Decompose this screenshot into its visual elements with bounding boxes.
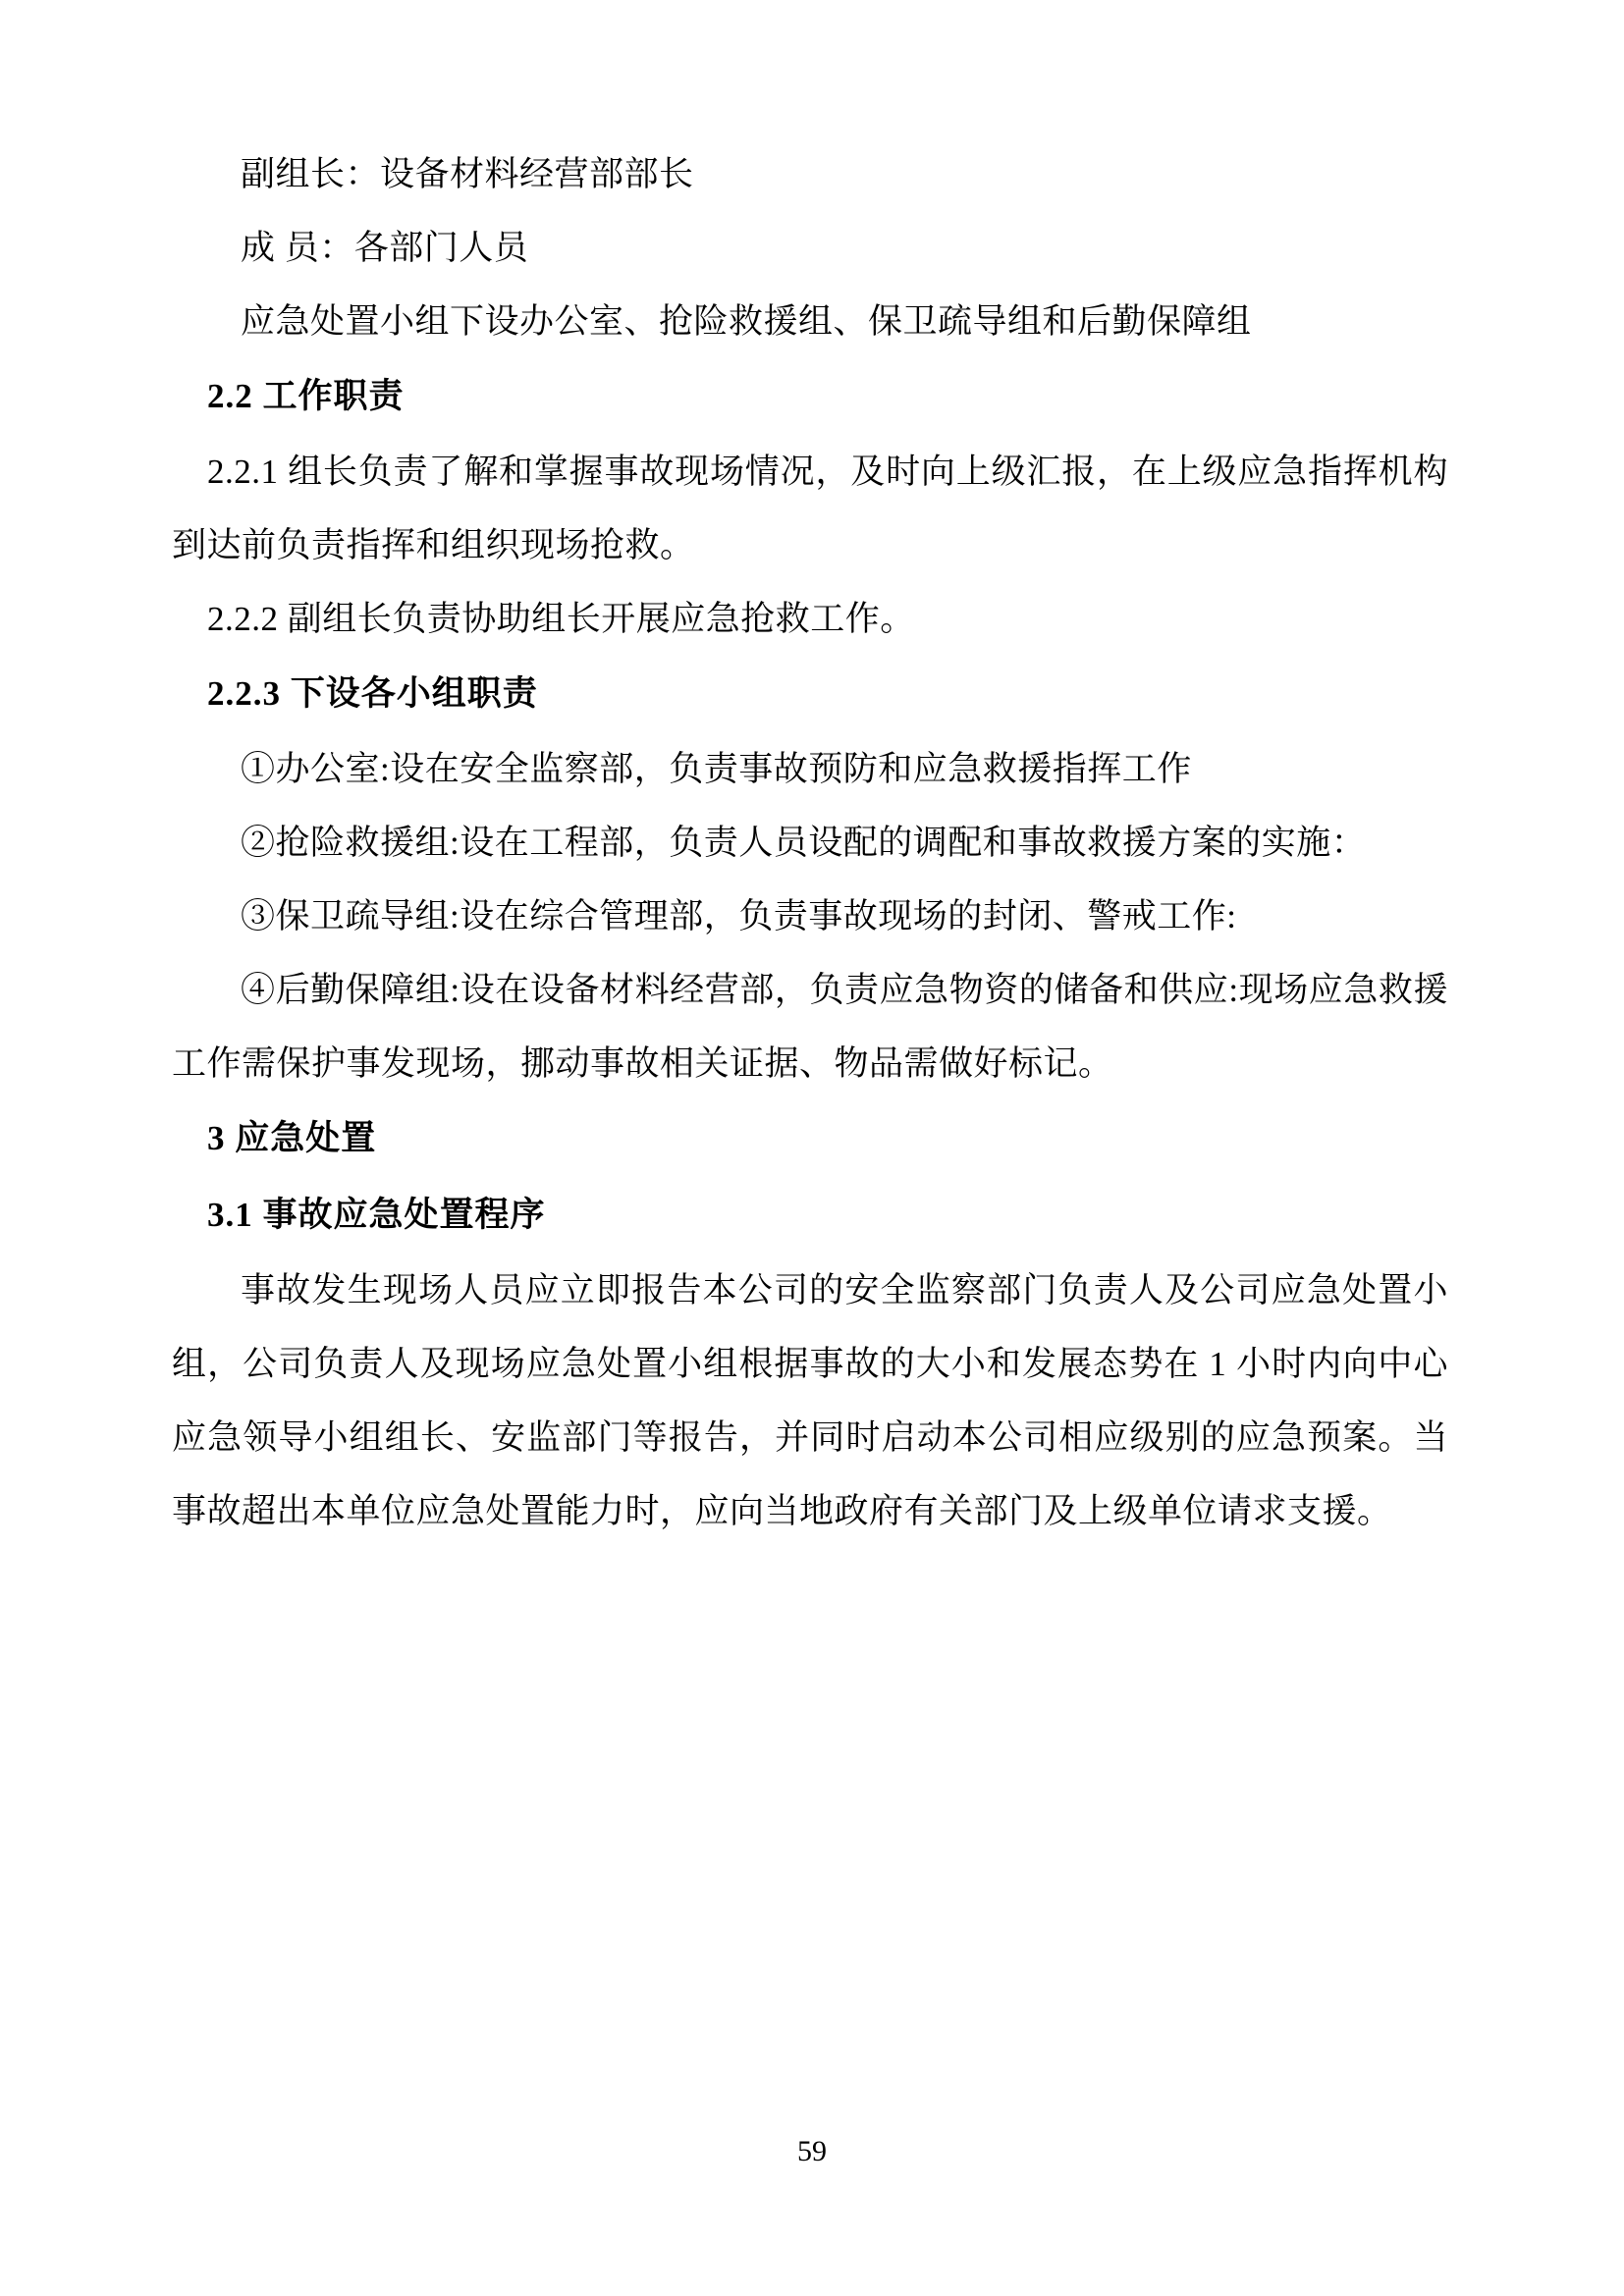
page-number: 59 [797, 2135, 827, 2167]
heading-3-1-response-procedure: 3.1 事故应急处置程序 [207, 1196, 546, 1234]
paragraph-office-duty: ①办公室:设在安全监察部，负责事故预防和应急救援指挥工作 [241, 750, 1192, 788]
paragraph-response-procedure-body: 事故发生现场人员应立即报告本公司的安全监察部门负责人及公司应急处置小组，公司负责人及现场应急处置小组根据事故的大小和发展态势在 1 小时内向中心应急领导小组组长、安监部门等报告，并同时启动本公司相应级别的应急预案。当事故超出本单位应急处置能力时，应向当地政府有关部门及上级单位请求支援。 [172, 1271, 1448, 1530]
paragraph-subgroups: 应急处置小组下设办公室、抢险救援组、保卫疏导组和后勤保障组 [241, 302, 1252, 341]
heading-2-2-3-subgroup-duties: 2.2.3 下设各小组职责 [207, 674, 538, 713]
paragraph-2-2-2: 2.2.2 副组长负责协助组长开展应急抢救工作。 [207, 600, 915, 638]
heading-2-2-work-duties: 2.2 工作职责 [207, 377, 405, 415]
paragraph-members: 成 员：各部门人员 [241, 229, 529, 267]
paragraph-logistics-group-duty: ④后勤保障组:设在设备材料经营部，负责应急物资的储备和供应:现场应急救援工作需保护事发现场，挪动事故相关证据、物品需做好标记。 [172, 971, 1448, 1083]
paragraph-security-group-duty: ③保卫疏导组:设在综合管理部，负责事故现场的封闭、警戒工作: [241, 897, 1237, 935]
heading-3-emergency-response: 3 应急处置 [207, 1119, 377, 1157]
paragraph-deputy-leader: 副组长：设备材料经营部部长 [241, 155, 694, 193]
document-body [172, 137, 1448, 1548]
paragraph-rescue-group-duty: ②抢险救援组:设在工程部，负责人员设配的调配和事故救援方案的实施： [241, 824, 1367, 862]
paragraph-2-2-1: 2.2.1 组长负责了解和掌握事故现场情况，及时向上级汇报，在上级应急指挥机构到达前负责指挥和组织现场抢救。 [172, 453, 1448, 564]
